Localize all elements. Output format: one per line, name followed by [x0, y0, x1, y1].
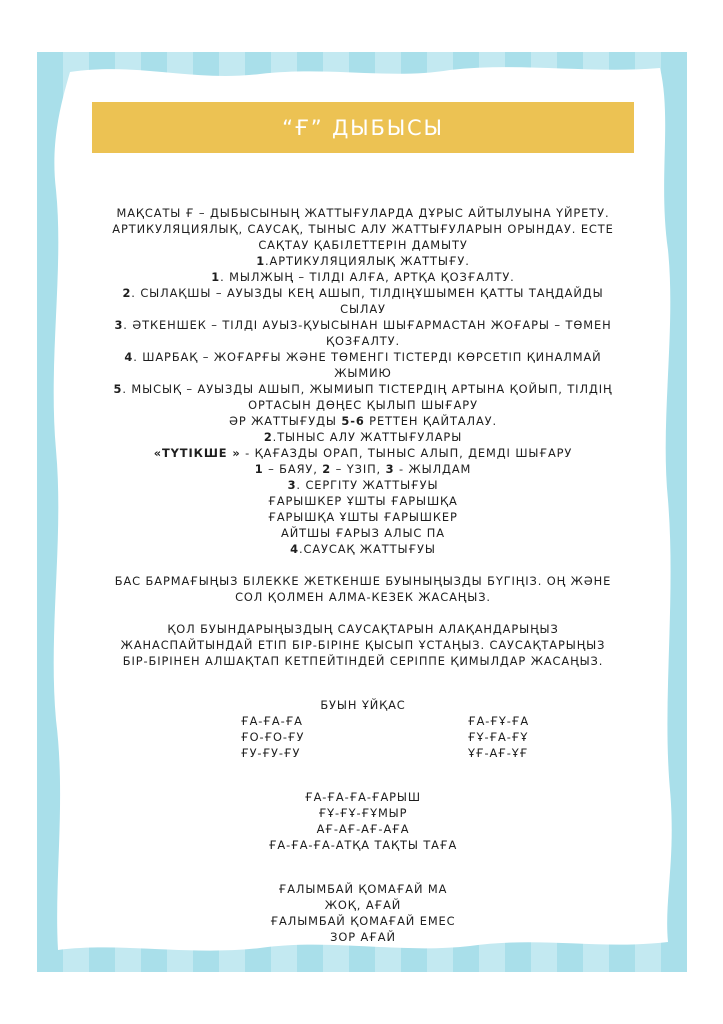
syllable-cell: ҒА-ҒА-ҒА: [241, 714, 303, 728]
exercise-item-cont: ЖЫМИЮ: [334, 366, 392, 380]
exercise-item: 3. ӘТКЕНШЕК – ТІЛДІ АУЫЗ-ҚУЫСЫНАН ШЫҒАРМАСТАН ЖОҒАРЫ – ТӨМЕН: [114, 318, 612, 332]
poem-line: ҒАЛЫМБАЙ ҚОМАҒАЙ ЕМЕС: [270, 914, 456, 928]
poem-line: ЗОР АҒАЙ: [330, 930, 396, 944]
section-heading-warmup: 3. СЕРГІТУ ЖАТТЫҒУЫ: [287, 478, 439, 492]
chant-line: ҒҰ-ҒҰ-ҒҰМЫР: [318, 806, 408, 820]
exercise-item: 1. МЫЛЖЫҢ – ТІЛДІ АЛҒА, АРТҚА ҚОЗҒАЛТУ.: [211, 270, 515, 284]
syllable-cell: ҒҰ-ҒА-ҒҰ: [468, 730, 529, 744]
goal-line: САҚТАУ ҚАБІЛЕТТЕРІН ДАМЫТУ: [258, 238, 468, 252]
exercise-item-cont: СЫЛАУ: [340, 302, 386, 316]
breathing-exercise: «ТҮТІКШЕ » - ҚАҒАЗДЫ ОРАП, ТЫНЫС АЛЫП, ДЕМДІ ШЫҒАРУ: [153, 446, 573, 460]
exercise-item-cont: ОРТАСЫН ДӨҢЕС ҚЫЛЫП ШЫҒАРУ: [248, 398, 478, 412]
finger-instruction: БІР-БІРІНЕН АЛШАҚТАП КЕТПЕЙТІНДЕЙ СЕРІППЕ ҚИМЫЛДАР ЖАСАҢЫЗ.: [122, 654, 604, 668]
section-heading-articulation: 1.АРТИКУЛЯЦИЯЛЫҚ ЖАТТЫҒУ.: [256, 254, 470, 268]
repeat-note: ӘР ЖАТТЫҒУДЫ 5-6 РЕТТЕН ҚАЙТАЛАУ.: [228, 414, 498, 428]
breathing-pace: 1 – БАЯУ, 2 – ҮЗІП, 3 - ЖЫЛДАМ: [254, 462, 472, 476]
title-banner: [92, 102, 634, 153]
rhyme-line: АЙТШЫ ҒАРЫЗ АЛЫС ПА: [281, 526, 445, 540]
syllable-cell: ҒО-ҒО-ҒУ: [241, 730, 305, 744]
syllable-cell: ҒУ-ҒУ-ҒУ: [241, 746, 301, 760]
goal-line: АРТИКУЛЯЦИЯЛЫҚ, САУСАҚ, ТЫНЫС АЛУ ЖАТТЫҒУЛАРЫН ОРЫНДАУ. ЕСТЕ: [112, 222, 614, 236]
poem-line: ҒАЛЫМБАЙ ҚОМАҒАЙ МА: [278, 882, 448, 896]
exercise-content: [92, 205, 634, 945]
poem-line: ЖОҚ, АҒАЙ: [324, 898, 402, 912]
finger-instruction: ҚОЛ БУЫНДАРЫҢЫЗДЫҢ САУСАҚТАРЫН АЛАҚАНДАРЫҢЫЗ: [167, 622, 559, 636]
syllable-cell: ҒА-ҒҰ-ҒА: [468, 714, 530, 728]
syllable-heading: БУЫН ҰЙҚАС: [320, 698, 406, 712]
exercise-item-cont: ҚОЗҒАЛТУ.: [325, 334, 401, 348]
section-heading-finger: 4.САУСАҚ ЖАТТЫҒУЫ: [290, 542, 436, 556]
exercise-item: 2. СЫЛАҚШЫ – АУЫЗДЫ КЕҢ АШЫП, ТІЛДІҢҰШЫМЕН ҚАТТЫ ТАҢДАЙДЫ: [122, 286, 604, 300]
finger-instruction: БАС БАРМАҒЫҢЫЗ БІЛЕККЕ ЖЕТКЕНШЕ БУЫНЫҢЫЗДЫ БҮГІҢІЗ. ОҢ ЖӘНЕ: [114, 574, 612, 588]
exercise-item: 4. ШАРБАҚ – ЖОҒАРҒЫ ЖӘНЕ ТӨМЕНГІ ТІСТЕРДІ КӨРСЕТІП ҚИНАЛМАЙ: [124, 350, 602, 364]
chant-line: ҒА-ҒА-ҒА-АТҚА ТАҚТЫ ТАҒА: [268, 838, 458, 852]
syllable-cell: ҰҒ-АҒ-ҰҒ: [468, 746, 529, 760]
rhyme-line: ҒАРЫШҚА ҰШТЫ ҒАРЫШКЕР: [268, 510, 458, 524]
chant-line: АҒ-АҒ-АҒ-АҒА: [316, 822, 410, 836]
finger-instruction: ЖАНАСПАЙТЫНДАЙ ЕТІП БІР-БІРІНЕ ҚЫСЫП ҰСТАҢЫЗ. САУСАҚТАРЫҢЫЗ: [120, 638, 606, 652]
goal-line: МАҚСАТЫ Ғ – ДЫБЫСЫНЫҢ ЖАТТЫҒУЛАРДА ДҰРЫС АЙТЫЛУЫНА ҮЙРЕТУ.: [116, 206, 610, 220]
page-title: “Ғ” ДЫБЫСЫ: [282, 115, 444, 140]
finger-instruction: СОЛ ҚОЛМЕН АЛМА-КЕЗЕК ЖАСАҢЫЗ.: [235, 590, 491, 604]
rhyme-line: ҒАРЫШКЕР ҰШТЫ ҒАРЫШҚА: [268, 494, 458, 508]
section-heading-breathing: 2.ТЫНЫС АЛУ ЖАТТЫҒУЛАРЫ: [263, 430, 463, 444]
syllable-grid: [183, 713, 543, 761]
exercise-item: 5. МЫСЫҚ – АУЫЗДЫ АШЫП, ЖЫМИЫП ТІСТЕРДІҢ АРТЫНА ҚОЙЫП, ТІЛДІҢ: [113, 382, 613, 396]
chant-line: ҒА-ҒА-ҒА-ҒАРЫШ: [305, 790, 421, 804]
